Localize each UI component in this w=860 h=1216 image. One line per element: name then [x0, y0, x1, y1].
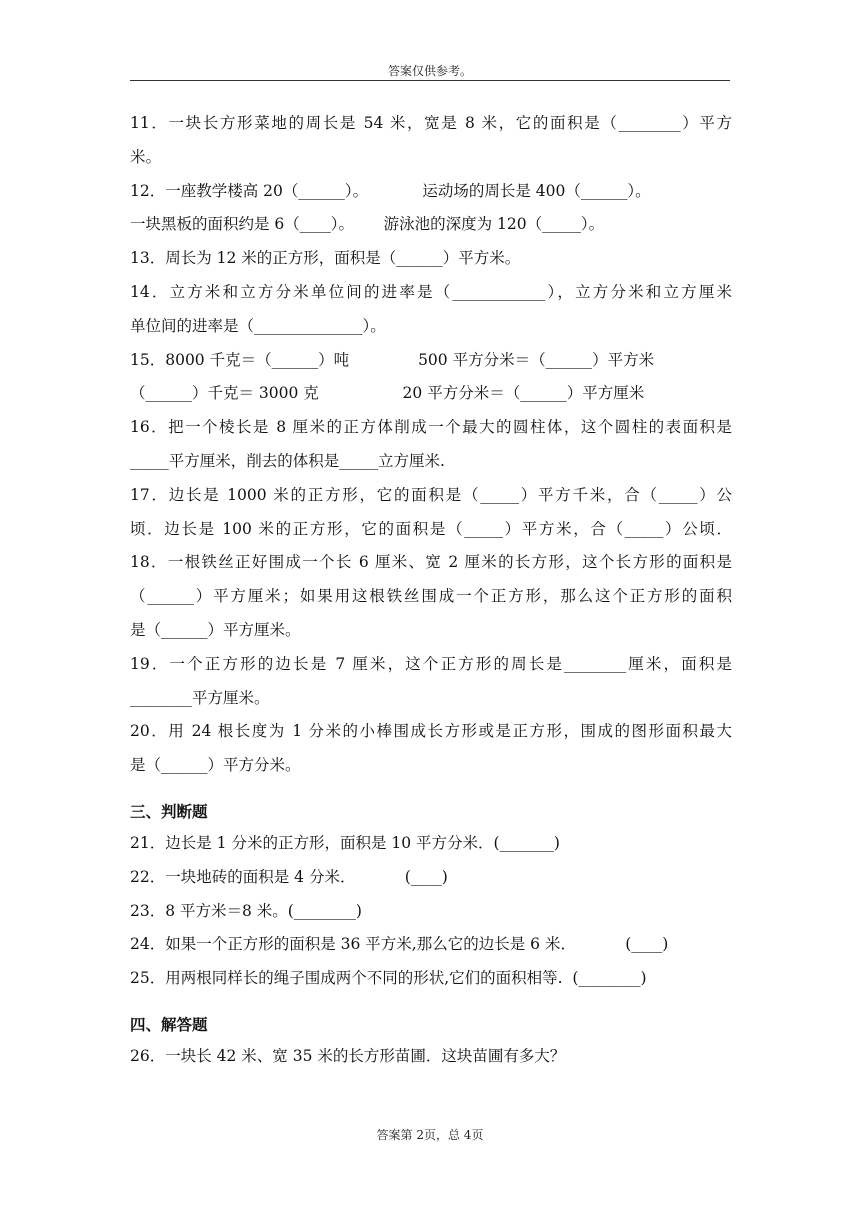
- question-line: 22．一块地砖的面积是 4 分米． (____): [130, 867, 448, 886]
- question-line: 是（______）平方厘米。: [130, 620, 301, 639]
- question-line: 20．用 24 根长度为 1 分米的小棒围成长方形或是正方形，围成的图形面积最大: [130, 722, 732, 741]
- header-divider: [130, 80, 730, 81]
- question-line: 11．一块长方形菜地的周长是 54 米，宽是 8 米，它的面积是（________）平方: [130, 114, 732, 132]
- section-title-answers: 四、解答题: [130, 1014, 208, 1034]
- question-line: 16．把一个棱长是 8 厘米的正方体削成一个最大的圆柱体，这个圆柱的表面积是: [130, 418, 732, 437]
- question-line: 19．一个正方形的边长是 7 厘米，这个正方形的周长是________厘米，面积是: [130, 654, 732, 673]
- page-header: 答案仅供参考。: [387, 64, 472, 78]
- question-line: 13．周长为 12 米的正方形，面积是（______）平方米。: [130, 249, 521, 268]
- page-footer: 答案第 2页，总 4页: [376, 1128, 484, 1142]
- document-body: [130, 107, 732, 1074]
- question-line: 17．边长是 1000 米的正方形，它的面积是（_____）平方千米，合（_____）公: [130, 485, 732, 504]
- question-line: 18．一根铁丝正好围成一个长 6 厘米、宽 2 厘米的长方形，这个长方形的面积是: [130, 553, 732, 572]
- question-line: 25．用两根同样长的绳子围成两个不同的形状,它们的面积相等. (________): [130, 969, 647, 988]
- question-line: ________平方厘米。: [130, 688, 270, 707]
- question-line: 一块黑板的面积约是 6（____）。 游泳池的深度为 120（_____）。: [130, 215, 605, 234]
- section-title-judgement: 三、判断题: [130, 801, 208, 821]
- answer-questions: [130, 1040, 732, 1074]
- question-line: 23．8 平方米＝8 米。(________): [130, 901, 362, 920]
- fill-in-questions: [130, 107, 732, 783]
- question-line: 12．一座教学楼高 20（______）。 运动场的周长是 400（______）。: [130, 181, 651, 200]
- question-line: 21．边长是 1 分米的正方形，面积是 10 平方分米．(_______): [130, 833, 560, 852]
- question-line: 24．如果一个正方形的面积是 36 平方米,那么它的边长是 6 米． (____): [130, 935, 669, 954]
- question-line: 顷．边长是 100 米的正方形，它的面积是（_____）平方米，合（_____）公顷．: [130, 519, 732, 538]
- question-line: 是（______）平方分米。: [130, 756, 301, 775]
- question-line: _____平方厘米，削去的体积是_____立方厘米.: [130, 451, 445, 470]
- question-line: 26．一块长 42 米、宽 35 米的长方形苗圃．这块苗圃有多大？: [130, 1046, 566, 1065]
- judgement-questions: [130, 827, 732, 996]
- question-line: 米。: [130, 147, 162, 166]
- question-line: 15．8000 千克＝（______）吨 500 平方分米＝（______）平方米: [130, 350, 655, 369]
- question-line: 单位间的进率是（______________）。: [130, 316, 386, 335]
- question-line: （______）平方厘米；如果用这根铁丝围成一个正方形，那么这个正方形的面积: [130, 587, 732, 606]
- question-line: （______）千克＝ 3000 克 20 平方分米＝（______）平方厘米: [130, 384, 645, 403]
- question-line: 14．立方米和立方分米单位间的进率是（____________），立方分米和立方厘米: [130, 282, 732, 301]
